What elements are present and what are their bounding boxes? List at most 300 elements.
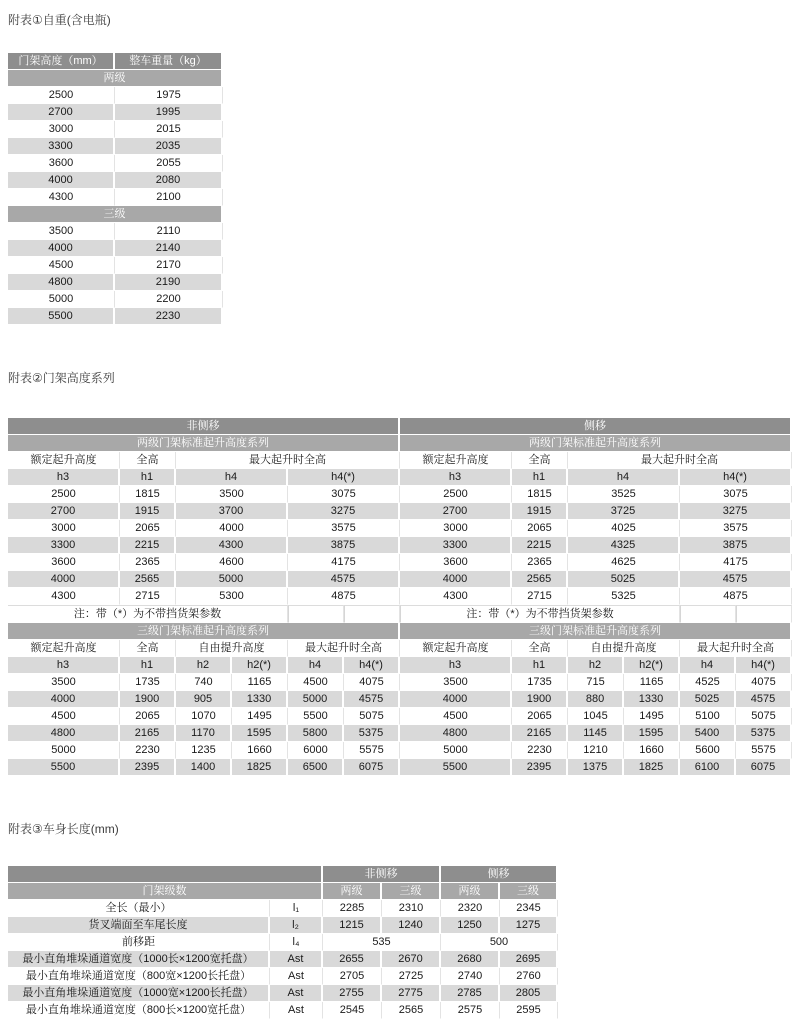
header-row [8,53,223,70]
data-row [8,308,223,325]
data-cell: 1400 [176,759,232,776]
data-cell: 1915 [512,503,568,520]
data-cell: 5025 [568,571,680,588]
sub-header: h1 [512,469,568,486]
sub-header: h4 [568,469,680,486]
data-cell: 2230 [115,308,223,325]
data-cell: 1495 [232,708,288,725]
data-row [8,674,792,691]
variant-header: 侧移 [441,866,558,883]
data-cell: 5000 [400,742,512,759]
data-cell: 4000 [8,240,115,257]
sub-header: h1 [120,657,176,674]
row-label: 货叉端面至车尾长度 [8,917,270,934]
data-cell: 1070 [176,708,232,725]
data-cell: 3000 [8,121,115,138]
data-cell: 1595 [232,725,288,742]
data-cell: 5000 [8,742,120,759]
data-cell: 2395 [120,759,176,776]
table1-body [8,53,223,325]
data-cell: 1275 [500,917,558,934]
table2-body [8,418,792,776]
data-cell: 2760 [500,968,558,985]
data-cell: 5800 [288,725,344,742]
stage-header: 三级 [500,883,558,900]
variant-header: 侧移 [400,418,792,435]
data-cell: 2695 [500,951,558,968]
section-row [8,623,792,640]
data-cell: 4500 [400,708,512,725]
data-cell: 2015 [115,121,223,138]
sub-header: h4 [680,657,736,674]
data-row [8,172,223,189]
symbol-cell: Ast [270,1002,323,1019]
data-cell: 6075 [736,759,792,776]
data-cell: 2200 [115,291,223,308]
data-cell: 2670 [382,951,441,968]
data-cell: 4500 [288,674,344,691]
data-row [8,155,223,172]
sub-header: h1 [512,657,568,674]
table2-title: 附表②门架高度系列 [8,371,115,385]
symbol-cell: l₂ [270,917,323,934]
data-cell: 3500 [176,486,288,503]
data-cell: 2700 [8,104,115,121]
row-label: 最小直角堆垛通道宽度（800长×1200宽托盘） [8,1002,270,1019]
data-cell: 2680 [441,951,500,968]
group-header: 额定起升高度 [8,640,120,657]
data-cell: 6075 [344,759,400,776]
data-cell: 2725 [382,968,441,985]
data-cell: 2565 [120,571,176,588]
data-cell: 2565 [382,1002,441,1019]
variant-header: 非侧移 [8,418,400,435]
sub-header: h2(*) [624,657,680,674]
data-cell: 3600 [8,155,115,172]
data-cell: 2565 [512,571,568,588]
column-header: 整车重量（kg） [115,53,223,70]
variant-header: 非侧移 [323,866,441,883]
data-cell: 1165 [624,674,680,691]
data-cell: 740 [176,674,232,691]
data-cell: 2545 [323,1002,382,1019]
data-cell: 1210 [568,742,624,759]
section-row [8,70,223,87]
group-header: 额定起升高度 [400,452,512,469]
data-cell: 5000 [8,291,115,308]
data-cell: 4800 [8,725,120,742]
table1-self-weight [8,53,223,325]
data-row [8,554,792,571]
data-cell: 4000 [176,520,288,537]
data-cell: 4875 [680,588,792,605]
data-cell: 2805 [500,985,558,1002]
symbol-cell: l₁ [270,900,323,917]
data-cell: 4000 [8,172,115,189]
data-cell: 1250 [441,917,500,934]
group-header: 全高 [512,640,568,657]
data-cell: 4800 [400,725,512,742]
data-row [8,223,223,240]
note-row [8,605,792,623]
data-cell: 5400 [680,725,736,742]
data-cell: 2170 [115,257,223,274]
group-header: 最大起升时全高 [680,640,792,657]
group-header: 全高 [120,640,176,657]
data-cell: 4575 [680,571,792,588]
data-cell: 2755 [323,985,382,1002]
data-cell: 4325 [568,537,680,554]
data-cell: 5000 [176,571,288,588]
symbol-cell: l₄ [270,934,323,951]
data-cell: 1900 [512,691,568,708]
data-cell: 2215 [120,537,176,554]
section-row [8,435,792,452]
note: 注：带（*）为不带挡货架参数 [8,605,288,623]
data-cell: 1825 [232,759,288,776]
data-cell: 1045 [568,708,624,725]
data-cell: 1660 [624,742,680,759]
data-row [8,138,223,155]
column-header: 门架高度（mm） [8,53,115,70]
group-header: 最大起升时全高 [288,640,400,657]
table3-body-length [8,866,558,1019]
variant-row [8,418,792,435]
data-cell: 1375 [568,759,624,776]
data-row [8,257,223,274]
sub-header: h3 [8,469,120,486]
data-cell: 4875 [288,588,400,605]
sub-header: h4(*) [344,657,400,674]
data-row [8,759,792,776]
empty-cell [736,605,792,623]
data-cell: 2500 [8,486,120,503]
data-cell: 3275 [680,503,792,520]
data-cell: 4000 [400,571,512,588]
group-header: 全高 [120,452,176,469]
data-cell: 4500 [8,708,120,725]
data-cell: 1815 [120,486,176,503]
data-cell: 4000 [8,691,120,708]
data-cell: 3500 [8,674,120,691]
data-cell: 2345 [500,900,558,917]
data-cell: 5100 [680,708,736,725]
data-cell: 5500 [288,708,344,725]
section-label: 两级 [8,70,223,87]
data-cell: 1735 [120,674,176,691]
section-label: 三级 [8,206,223,223]
data-cell: 5575 [736,742,792,759]
section-header: 两级门架标准起升高度系列 [400,435,792,452]
note: 注：带（*）为不带挡货架参数 [400,605,680,623]
data-cell: 2035 [115,138,223,155]
data-cell: 2775 [382,985,441,1002]
group-header: 最大起升时全高 [176,452,400,469]
data-cell: 2740 [441,968,500,985]
data-row [8,104,223,121]
data-cell: 2165 [120,725,176,742]
group-header: 额定起升高度 [8,452,120,469]
data-row [8,934,558,951]
data-row [8,240,223,257]
data-cell: 3725 [568,503,680,520]
data-cell: 3075 [288,486,400,503]
data-cell: 715 [568,674,624,691]
stage-header: 两级 [323,883,382,900]
data-cell: 2230 [120,742,176,759]
data-cell: 2785 [441,985,500,1002]
data-row [8,503,792,520]
symbol-cell: Ast [270,985,323,1002]
data-cell: 2065 [120,708,176,725]
data-cell: 5575 [344,742,400,759]
data-cell: 3000 [400,520,512,537]
data-cell: 1235 [176,742,232,759]
data-cell: 1495 [624,708,680,725]
data-row [8,189,223,206]
data-row [8,571,792,588]
row-label: 最小直角堆垛通道宽度（1000宽×1200长托盘） [8,985,270,1002]
data-cell: 3875 [288,537,400,554]
data-cell: 4500 [8,257,115,274]
data-cell: 1815 [512,486,568,503]
data-cell: 2700 [400,503,512,520]
stage-row [8,883,558,900]
data-cell: 6000 [288,742,344,759]
data-cell: 880 [568,691,624,708]
sub-row [8,657,792,674]
data-cell: 2215 [512,537,568,554]
row-label: 最小直角堆垛通道宽度（800宽×1200长托盘） [8,968,270,985]
sub-row [8,469,792,486]
table3-title: 附表③车身长度(mm) [8,822,119,836]
data-cell: 2715 [120,588,176,605]
data-cell: 5025 [680,691,736,708]
data-cell: 4000 [8,571,120,588]
data-cell: 5500 [8,308,115,325]
data-cell: 5600 [680,742,736,759]
variant-row [8,866,558,883]
data-cell: 2055 [115,155,223,172]
data-cell: 2110 [115,223,223,240]
sub-header: h4(*) [288,469,400,486]
data-cell: 5500 [400,759,512,776]
stage-header: 两级 [441,883,500,900]
data-cell: 2320 [441,900,500,917]
data-cell: 4075 [344,674,400,691]
data-cell: 1165 [232,674,288,691]
data-cell: 5300 [176,588,288,605]
data-cell: 1595 [624,725,680,742]
data-row [8,1002,558,1019]
group-row [8,452,792,469]
data-row [8,742,792,759]
data-cell: 500 [441,934,558,951]
data-cell: 2365 [512,554,568,571]
group-header: 最大起升时全高 [568,452,792,469]
data-cell: 1215 [323,917,382,934]
data-cell: 2190 [115,274,223,291]
group-header: 自由提升高度 [176,640,288,657]
data-cell: 2310 [382,900,441,917]
data-cell: 4175 [680,554,792,571]
data-cell: 4300 [400,588,512,605]
data-cell: 1915 [120,503,176,520]
data-row [8,588,792,605]
sub-header: h4(*) [680,469,792,486]
data-cell: 4800 [8,274,115,291]
data-cell: 2715 [512,588,568,605]
table1-title: 附表①自重(含电瓶) [8,13,111,27]
data-cell: 5075 [344,708,400,725]
empty-cell [344,605,400,623]
section-header: 三级门架标准起升高度系列 [400,623,792,640]
data-cell: 3275 [288,503,400,520]
sub-header: h3 [400,657,512,674]
data-cell: 3300 [400,537,512,554]
data-cell: 2100 [115,189,223,206]
data-cell: 4175 [288,554,400,571]
row-label: 全长（最小） [8,900,270,917]
data-cell: 4575 [288,571,400,588]
data-row [8,951,558,968]
section-header: 两级门架标准起升高度系列 [8,435,400,452]
data-cell: 905 [176,691,232,708]
data-cell: 1170 [176,725,232,742]
sub-header: h4 [288,657,344,674]
data-row [8,274,223,291]
data-cell: 1825 [624,759,680,776]
data-cell: 2065 [512,520,568,537]
data-row [8,121,223,138]
data-cell: 535 [323,934,441,951]
data-row [8,725,792,742]
sub-header: h4(*) [736,657,792,674]
data-cell: 2500 [400,486,512,503]
data-cell: 2395 [512,759,568,776]
data-cell: 6100 [680,759,736,776]
section-header: 三级门架标准起升高度系列 [8,623,400,640]
data-cell: 4000 [400,691,512,708]
data-row [8,708,792,725]
sub-header: h3 [8,657,120,674]
group-header: 全高 [512,452,568,469]
row-header-label: 门架级数 [8,883,323,900]
data-cell: 4600 [176,554,288,571]
data-cell: 4300 [8,588,120,605]
data-cell: 5325 [568,588,680,605]
data-row [8,291,223,308]
data-cell: 2080 [115,172,223,189]
sub-header: h2 [568,657,624,674]
group-header: 额定起升高度 [400,640,512,657]
data-cell: 2700 [8,503,120,520]
symbol-cell: Ast [270,951,323,968]
row-label: 前移距 [8,934,270,951]
data-row [8,520,792,537]
data-cell: 3075 [680,486,792,503]
data-cell: 3700 [176,503,288,520]
data-cell: 2285 [323,900,382,917]
data-cell: 1995 [115,104,223,121]
data-cell: 2165 [512,725,568,742]
empty-cell [680,605,736,623]
data-cell: 5000 [288,691,344,708]
empty-cell [288,605,344,623]
data-cell: 2595 [500,1002,558,1019]
data-cell: 1660 [232,742,288,759]
data-cell: 1145 [568,725,624,742]
data-cell: 2655 [323,951,382,968]
row-label: 最小直角堆垛通道宽度（1000长×1200宽托盘） [8,951,270,968]
data-cell: 1240 [382,917,441,934]
data-cell: 4575 [344,691,400,708]
data-row [8,968,558,985]
data-cell: 3575 [680,520,792,537]
data-cell: 2365 [120,554,176,571]
data-cell: 3500 [8,223,115,240]
data-cell: 5075 [736,708,792,725]
corner-cell [8,866,323,883]
sub-header: h2(*) [232,657,288,674]
sub-header: h4 [176,469,288,486]
data-cell: 3525 [568,486,680,503]
data-cell: 4300 [8,189,115,206]
data-cell: 2065 [120,520,176,537]
data-cell: 3500 [400,674,512,691]
data-cell: 1900 [120,691,176,708]
data-cell: 2705 [323,968,382,985]
data-row [8,900,558,917]
data-cell: 4575 [736,691,792,708]
data-cell: 4625 [568,554,680,571]
data-cell: 3875 [680,537,792,554]
table3-body [8,866,558,1019]
symbol-cell: Ast [270,968,323,985]
data-cell: 2230 [512,742,568,759]
group-header: 自由提升高度 [568,640,680,657]
data-row [8,691,792,708]
data-row [8,486,792,503]
data-row [8,985,558,1002]
data-cell: 4075 [736,674,792,691]
data-cell: 1330 [232,691,288,708]
sub-header: h3 [400,469,512,486]
section-row [8,206,223,223]
data-cell: 3600 [8,554,120,571]
data-cell: 1330 [624,691,680,708]
data-cell: 6500 [288,759,344,776]
data-row [8,87,223,104]
data-cell: 2575 [441,1002,500,1019]
data-cell: 2065 [512,708,568,725]
table2-mast-height-series [8,418,792,776]
data-cell: 5375 [344,725,400,742]
data-cell: 4025 [568,520,680,537]
data-cell: 2500 [8,87,115,104]
data-cell: 3300 [8,537,120,554]
data-cell: 4300 [176,537,288,554]
data-cell: 1735 [512,674,568,691]
stage-header: 三级 [382,883,441,900]
data-row [8,917,558,934]
group-row [8,640,792,657]
data-cell: 3000 [8,520,120,537]
data-cell: 3575 [288,520,400,537]
data-cell: 3600 [400,554,512,571]
data-cell: 5500 [8,759,120,776]
data-cell: 5375 [736,725,792,742]
